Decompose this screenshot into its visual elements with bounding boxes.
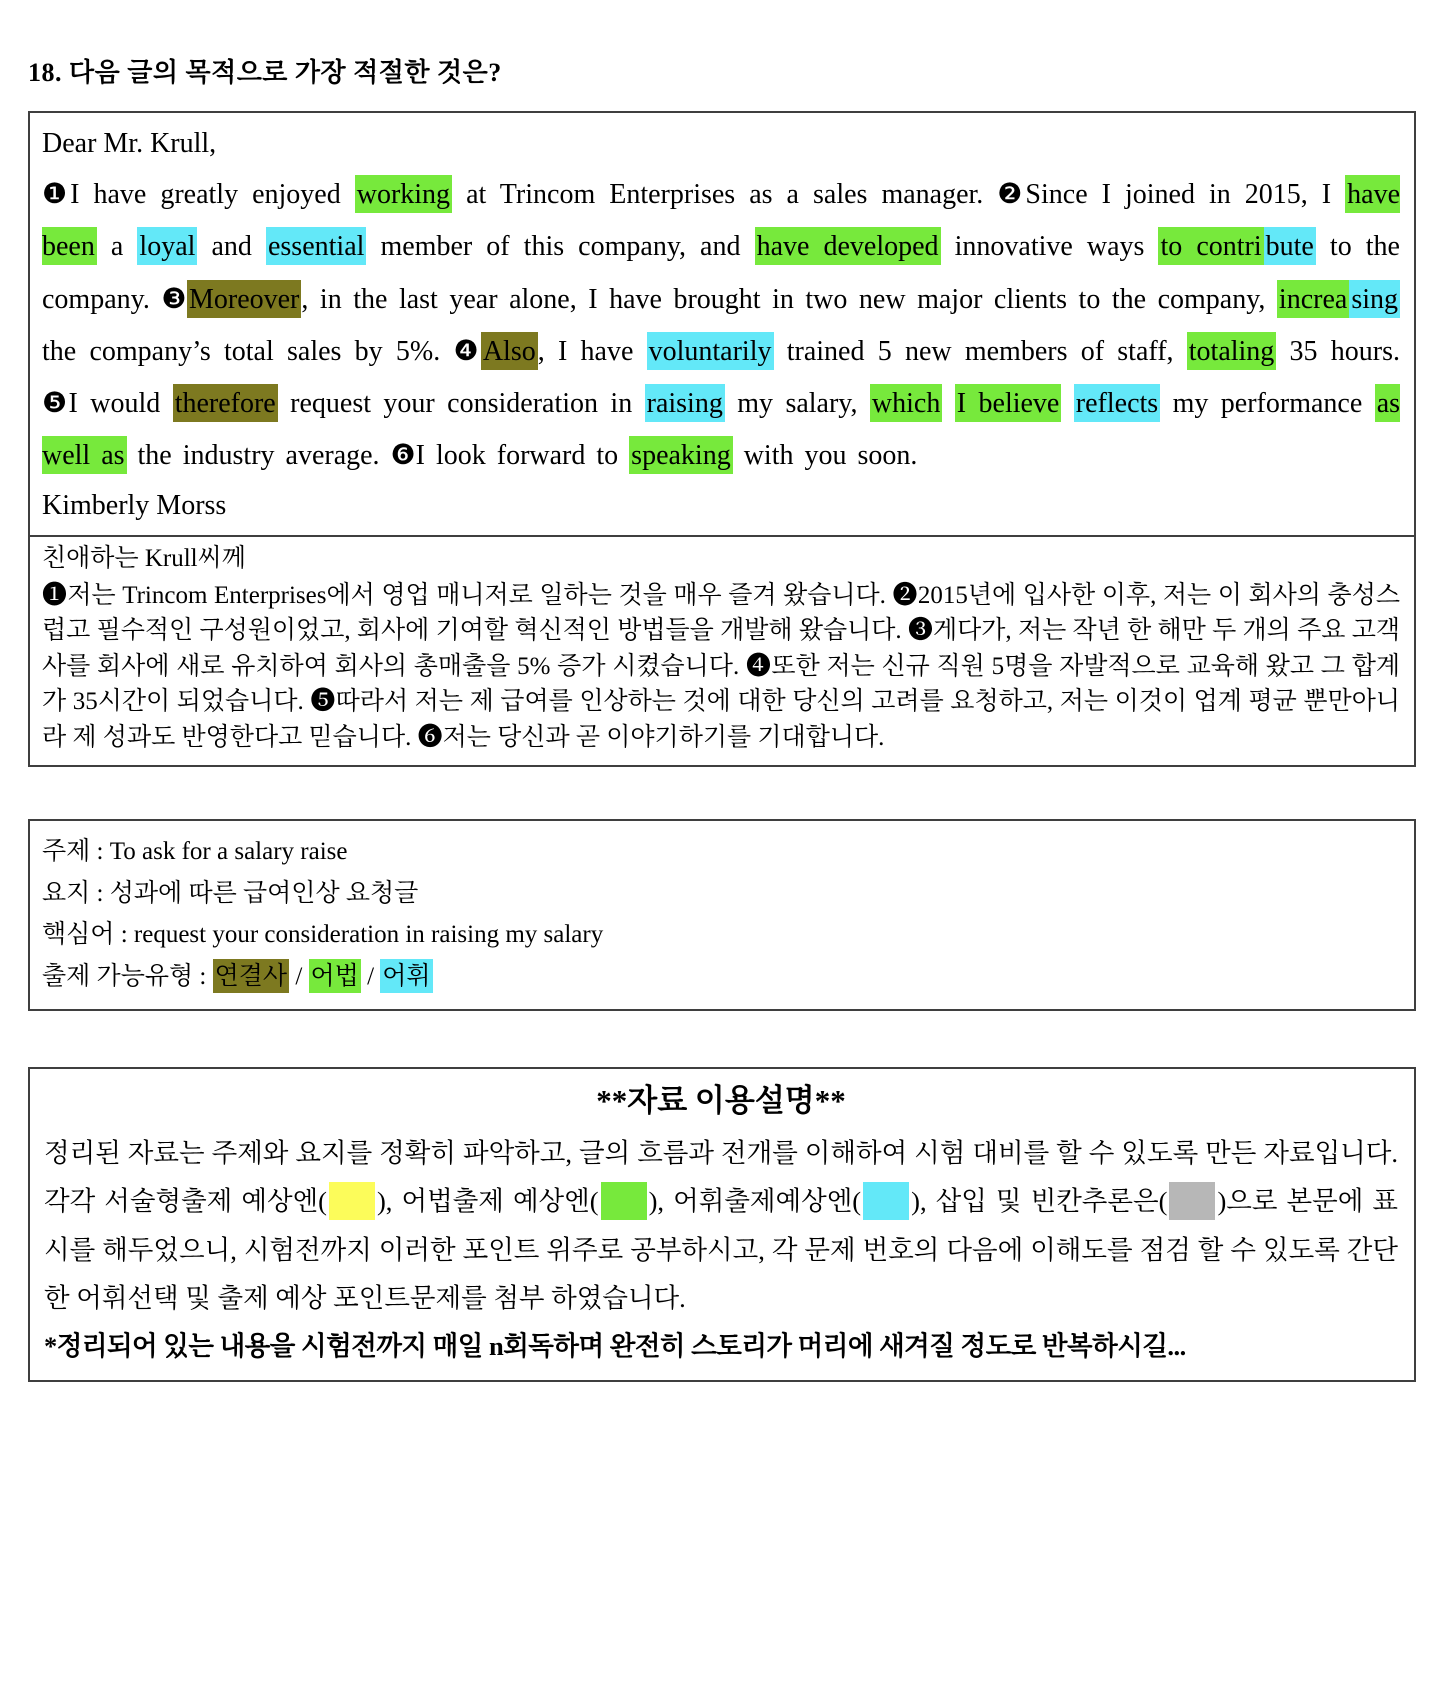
- text-run: , I have: [537, 335, 647, 367]
- guide-title: **자료 이용설명**: [596, 1083, 846, 1119]
- text-run: ❶I have greatly enjoyed: [42, 179, 355, 211]
- green-highlight: increa: [1277, 280, 1349, 318]
- question-types-line: [42, 956, 1400, 998]
- cyan-highlight: voluntarily: [647, 332, 774, 370]
- cyan-highlight: essential: [266, 227, 366, 265]
- text-run: 35 hours. ❺I would: [42, 335, 1401, 419]
- translation-body: ❶저는 Trincom Enterprises에서 영업 매니저로 일하는 것을 매우 즐겨 왔습니다. ❷2015년에 입사한 이후, 저는 이 회사의 충성스럽고 필수적인 구성원이었고, 회사에 기여할 혁신적인 방법들을 개발해 왔습니다. ❸게다가, 저는 작년 한 해만 두 개의 주요 고객사를 회사에 새로 유치하여 회사의 총매출을 5% 증가 시켰습니다. ❹또한 저는 신규 직원 5명을 자발적으로 교육해 왔고 그 합계가 35시간이 되었습니다. ❺따라서 저는 제 급여를 인상하는 것에 대한 당신의 고려를 요청하고, 저는 이것이 업계 평균 뿐만아니라 제 성과도 반영한다고 믿습니다. ❻저는 당신과 곧 이야기하기를 기대합니다.: [42, 581, 1400, 751]
- text-run: innovative ways: [940, 231, 1159, 263]
- green-highlight: have developed: [755, 227, 941, 265]
- olive-highlight: Also: [481, 332, 538, 370]
- text-run: 정리된 자료는 주제와 요지를 정확히 파악하고, 글의 흐름과 전개를 이해하여 시험 대비를 할 수 있도록 만든 자료입니다. 각각 서술형출제 예상엔(: [44, 1138, 1398, 1217]
- cyan-highlight: reflects: [1074, 384, 1160, 422]
- cyan-highlight: loyal: [137, 227, 197, 265]
- text-run: ), 어휘출제예상엔(: [648, 1186, 862, 1217]
- text-run: , in the last year alone, I have brought in two new major clients to the company,: [301, 283, 1277, 315]
- olive-highlight: therefore: [173, 384, 278, 422]
- green-highlight: which: [870, 384, 942, 422]
- cyan-highlight: bute: [1264, 227, 1316, 265]
- green-highlight: working: [355, 175, 452, 213]
- cyan-highlight: sing: [1349, 280, 1400, 318]
- text-run: and: [197, 231, 266, 263]
- text-run: a: [96, 231, 138, 263]
- letter-body: [42, 169, 1400, 481]
- text-run: /: [360, 962, 381, 990]
- text-run: trained 5 new members of staff,: [773, 335, 1187, 367]
- text-run: 출제 가능유형 :: [42, 962, 213, 990]
- gist-line: 요지 : 성과에 따른 급여인상 요청글: [42, 879, 419, 907]
- olive-highlight: Moreover: [187, 280, 301, 318]
- topic-line: 주제 : To ask for a salary raise: [42, 838, 348, 866]
- green-highlight: speaking: [629, 436, 733, 474]
- green-highlight: 어법: [309, 959, 361, 993]
- keyword-line: 핵심어 : request your consideration in raising my salary: [42, 921, 604, 949]
- passage-box: [28, 111, 1416, 767]
- text-run: ), 삽입 및 빈칸추론은(: [911, 1186, 1168, 1217]
- korean-translation-section: [30, 535, 1414, 765]
- letter-salutation: Dear Mr. Krull,: [42, 128, 217, 159]
- question-title: 18. 다음 글의 목적으로 가장 적절한 것은?: [28, 58, 502, 87]
- usage-guide-box: [28, 1067, 1416, 1382]
- text-run: the company’s total sales by 5%. ❹: [42, 335, 481, 367]
- green-highlight: I believe: [955, 384, 1062, 422]
- text-run: the industry average. ❻I look forward to: [126, 439, 630, 471]
- text-run: my salary,: [724, 387, 870, 419]
- text-run: at Trincom Enterprises as a sales manager. ❷Since I joined in 2015, I: [452, 179, 1346, 211]
- text-run: request your consideration in: [277, 387, 645, 419]
- text-run: ), 어법출제 예상엔(: [376, 1186, 599, 1217]
- green-highlight: to contri: [1158, 227, 1263, 265]
- text-run: [1061, 388, 1073, 419]
- text-run: to the company. ❸: [42, 231, 1400, 315]
- summary-box: [28, 819, 1416, 1011]
- olive-highlight: 연결사: [213, 959, 289, 993]
- text-run: my performance: [1160, 387, 1375, 419]
- text-run: /: [289, 962, 309, 990]
- guide-footnote: *정리되어 있는 내용을 시험전까지 매일 n회독하며 완전히 스토리가 머리에 새겨질 정도로 반복하시길...: [44, 1331, 1186, 1362]
- green-highlight: as well as: [42, 384, 1400, 474]
- guide-body: [44, 1129, 1398, 1322]
- english-letter-section: [30, 113, 1414, 535]
- cyan-highlight: 어휘: [380, 959, 432, 993]
- text-run: [942, 388, 954, 419]
- translation-salutation: 친애하는 Krull씨께: [42, 545, 246, 573]
- green-highlight: have been: [42, 175, 1400, 265]
- green-highlight: totaling: [1187, 332, 1277, 370]
- text-run: )으로 본문에 표시를 해두었으니, 시험전까지 이러한 포인트 위주로 공부하시고, 각 문제 번호의 다음에 이해도를 점검 할 수 있도록 간단한 어휘선택 및 출제 예상 포인트문제를 첨부 하였습니다.: [44, 1186, 1399, 1313]
- green-marker-swatch: [601, 1182, 647, 1220]
- text-run: with you soon.: [732, 439, 918, 471]
- yellow-marker-swatch: [329, 1182, 375, 1220]
- cyan-marker-swatch: [863, 1182, 909, 1220]
- letter-signature: Kimberly Morss: [42, 489, 227, 521]
- gray-marker-swatch: [1169, 1182, 1215, 1220]
- text-run: member of this company, and: [366, 231, 755, 263]
- cyan-highlight: raising: [645, 384, 725, 422]
